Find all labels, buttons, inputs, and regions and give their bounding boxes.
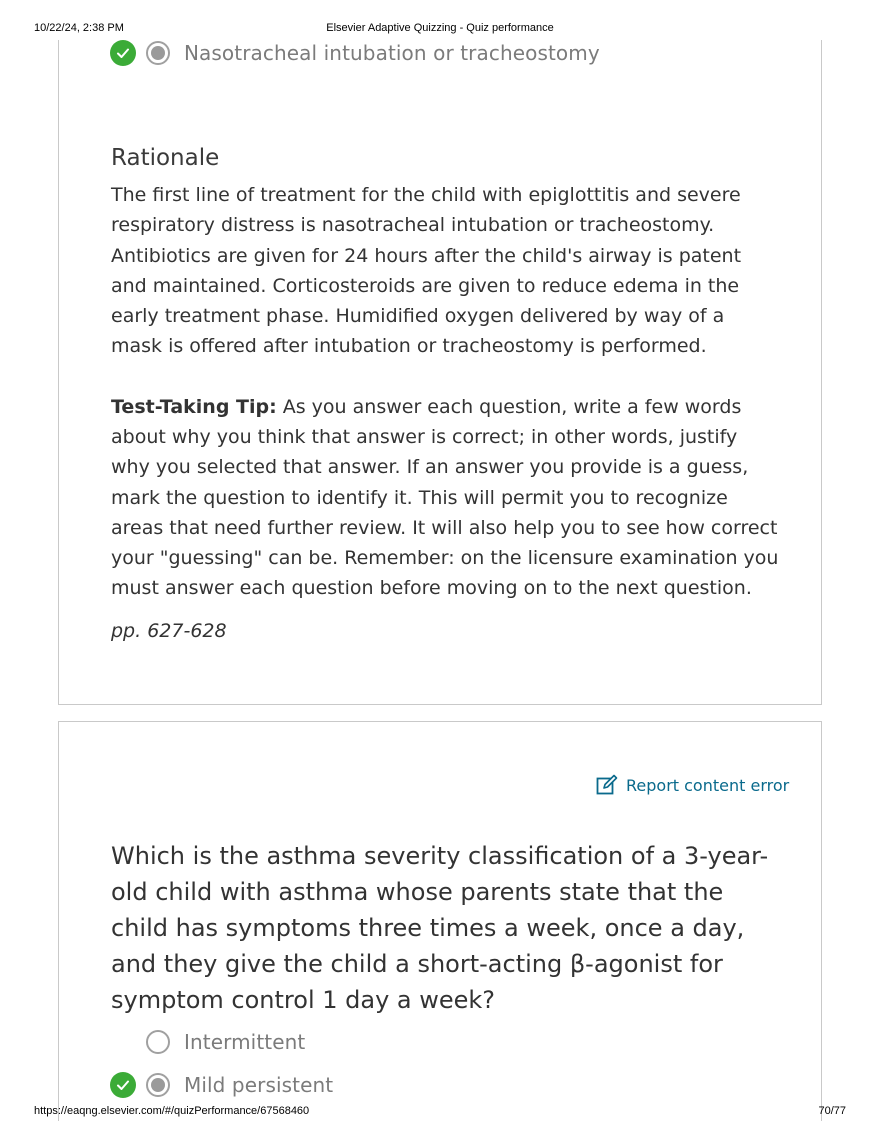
answer-option-label: Mild persistent <box>184 1073 334 1097</box>
answer-option-intermittent[interactable] <box>110 1027 305 1057</box>
print-datetime: 10/22/24, 2:38 PM <box>34 22 124 34</box>
answer-option-mild-persistent[interactable] <box>110 1070 333 1100</box>
page-reference: pp. 627-628 <box>111 620 227 642</box>
test-taking-tip <box>111 392 781 603</box>
radio-selected-icon[interactable] <box>146 1073 170 1097</box>
radio-selected-icon[interactable] <box>146 41 170 65</box>
print-url: https://eaqng.elsevier.com/#/quizPerformance/67568460 <box>34 1105 310 1117</box>
answer-option-label: Nasotracheal intubation or tracheostomy <box>184 41 600 65</box>
report-content-error-link[interactable] <box>596 774 789 796</box>
print-header <box>0 22 880 36</box>
rationale-text: The first line of treatment for the child with epiglottitis and severe respiratory distress is nasotracheal intubation or tracheostomy. Antibiotics are given for 24 hours after the child's airway is patent and maintained. Corticosteroids are given to reduce edema in the early treatment phase. Humidified oxygen delivered by way of a mask is offered after intubation or tracheostomy is performed. <box>111 184 742 358</box>
print-footer <box>0 1105 880 1119</box>
print-page-number: 70/77 <box>818 1105 846 1117</box>
correct-check-icon <box>110 40 136 66</box>
radio-unselected-icon[interactable] <box>146 1030 170 1054</box>
rationale-heading: Rationale <box>111 145 220 171</box>
tip-label: Test-Taking Tip: <box>111 396 277 418</box>
tip-body: As you answer each question, write a few words about why you think that answer is correct; in other words, justify why you selected that answer. If an answer you provide is a guess, mark the question to identify it. This will permit you to recognize areas that need further review. It will also help you to see how correct your "guessing" can be. Remember: on the licensure examination you must answer each question before moving on to the next question. <box>111 396 779 600</box>
correct-check-icon <box>110 1072 136 1098</box>
answer-option-selected[interactable] <box>110 38 600 68</box>
answer-option-label: Intermittent <box>184 1030 306 1054</box>
print-title: Elsevier Adaptive Quizzing - Quiz performance <box>326 22 554 34</box>
edit-icon <box>596 774 618 796</box>
previous-question-card <box>58 40 822 705</box>
question-text: Which is the asthma severity classification of a 3-year-old child with asthma whose parents state that the child has symptoms three times a week, once a day, and they give the child a short-acting β-agonist for symptom control 1 day a week? <box>111 842 769 1014</box>
report-label: Report content error <box>626 775 790 795</box>
